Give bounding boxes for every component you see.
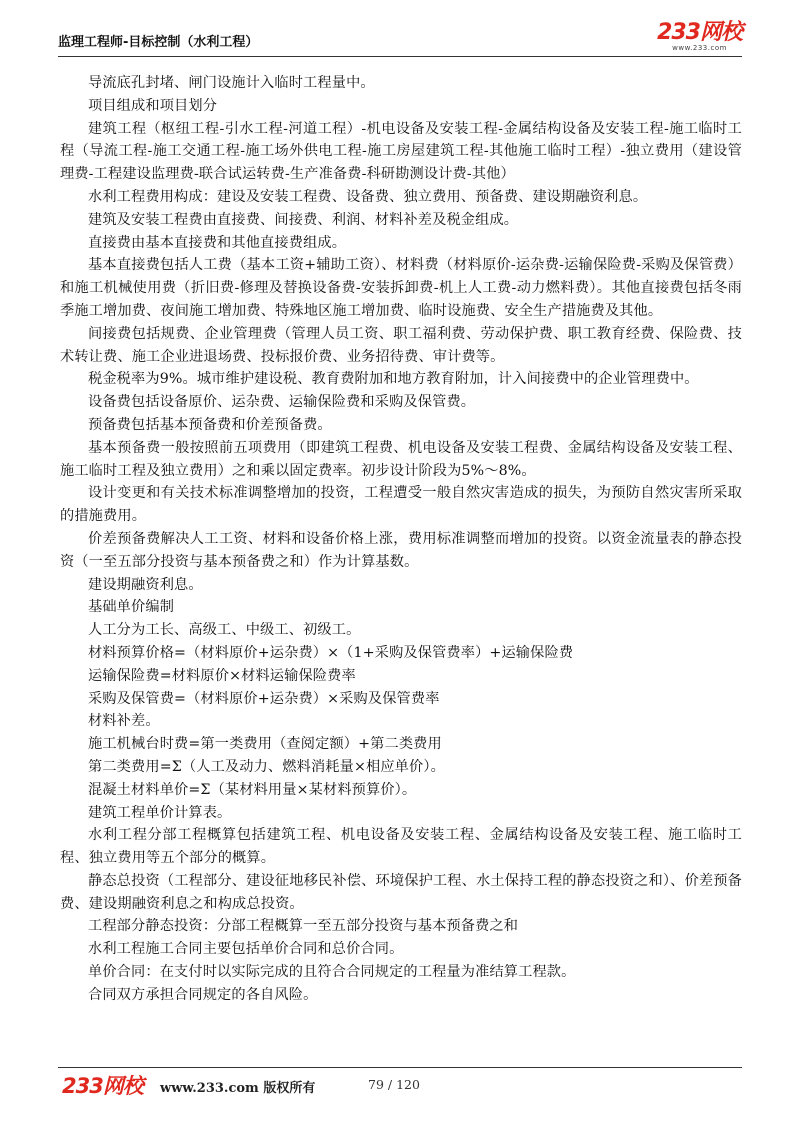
body-paragraph: 设备费包括设备原价、运杂费、运输保险费和采购及保管费。: [88, 394, 476, 411]
body-paragraph: 基本预备费一般按照前五项费用（即建筑工程费、机电设备及安装工程费、金属结构设备及安装工程、施工临时工程及独立费用）之和乘以固定费率。初步设计阶段为5%～8%。: [60, 439, 742, 479]
body-paragraph: 导流底孔封堵、闸门设施计入临时工程量中。: [88, 75, 375, 91]
body-paragraph: 施工机械台时费=第一类费用（查阅定额）+第二类费用: [88, 736, 442, 753]
brand-logo-text: 233网校: [657, 20, 742, 45]
body-paragraph: 税金税率为9%。城市维护建设税、教育费附加和地方教育附加，计入间接费中的企业管理费中。: [88, 371, 699, 388]
body-paragraph: 基础单价编制: [88, 599, 175, 616]
body-paragraph: 人工分为工长、高级工、中级工、初级工。: [88, 622, 361, 639]
body-paragraph: 合同双方承担合同规定的各自风险。: [88, 986, 318, 1003]
page-footer: [58, 1070, 742, 1100]
body-paragraph: 材料预算价格=（材料原价+运杂费）×（1+采购及保管费率）+运输保险费: [88, 644, 574, 661]
footer-copyright: www.233.com 版权所有: [160, 1081, 316, 1096]
body-paragraph: 单价合同：在支付时以实际完成的且符合合同规定的工程量为准结算工程款。: [88, 964, 576, 981]
page-header: [58, 22, 742, 54]
body-paragraph: 工程部分静态投资：分部工程概算一至五部分投资与基本预备费之和: [88, 918, 519, 935]
body-paragraph: 价差预备费解决人工工资、材料和设备价格上涨，费用标准调整而增加的投资。以资金流量表的静态投资（一至五部分投资与基本预备费之和）作为计算基数。: [60, 530, 742, 570]
body-paragraph: 基本直接费包括人工费（基本工资+辅助工资）、材料费（材料原价-运杂费-运输保险费-采购及保管费）和施工机械使用费（折旧费-修理及替换设备费-安装拆卸费-机上人工费-动力燃料费）。其他直接费包括冬雨季施工增加费、夜间施工增加费、特殊地区施工增加费、临时设施费、安全生产措施费及其他。: [60, 257, 742, 319]
page-number: 79 / 120: [368, 1077, 420, 1092]
body-paragraph: 建设期融资利息。: [88, 576, 203, 593]
body-paragraph: 运输保险费=材料原价×材料运输保险费率: [88, 667, 356, 684]
document-body: [60, 72, 742, 1007]
body-paragraph: 直接费由基本直接费和其他直接费组成。: [88, 234, 347, 251]
footer-logo: 233网校: [62, 1074, 143, 1098]
body-paragraph: 建筑工程（枢纽工程-引水工程-河道工程）-机电设备及安装工程-金属结构设备及安装工程-施工临时工程（导流工程-施工交通工程-施工场外供电工程-施工房屋建筑工程-其他施工临时工程）-独立费用（建设管理费-工程建设监理费-联合试运转费-生产准备费-科研勘测设计费-其他）: [60, 120, 742, 183]
body-paragraph: 静态总投资（工程部分、建设征地移民补偿、环境保护工程、水土保持工程的静态投资之和）、价差预备费、建设期融资利息之和构成总投资。: [60, 872, 742, 912]
document-title: 监理工程师-目标控制（水利工程）: [58, 35, 259, 50]
body-paragraph: 预备费包括基本预备费和价差预备费。: [88, 416, 332, 433]
body-paragraph: 第二类费用=Σ（人工及动力、燃料消耗量×相应单价）。: [88, 758, 445, 775]
body-paragraph: 间接费包括规费、企业管理费（管理人员工资、职工福利费、劳动保护费、职工教育经费、保险费、技术转让费、施工企业进退场费、投标报价费、业务招待费、审计费等。: [60, 325, 742, 365]
body-paragraph: 建筑及安装工程费由直接费、间接费、利润、材料补差及税金组成。: [88, 211, 519, 228]
body-paragraph: 水利工程分部工程概算包括建筑工程、机电设备及安装工程、金属结构设备及安装工程、施工临时工程、独立费用等五个部分的概算。: [60, 827, 742, 867]
body-paragraph: 项目组成和项目划分: [88, 97, 218, 114]
body-paragraph: 水利工程施工合同主要包括单价合同和总价合同。: [88, 941, 404, 958]
body-paragraph: 采购及保管费=（材料原价+运杂费）×采购及保管费率: [88, 690, 440, 707]
brand-logo: [657, 22, 742, 52]
header-divider: [58, 56, 742, 57]
footer-divider: [58, 1067, 742, 1068]
body-paragraph: 设计变更和有关技术标准调整增加的投资，工程遭受一般自然灾害造成的损失，为预防自然灾害所采取的措施费用。: [60, 485, 742, 525]
brand-logo-url: www.233.com: [672, 44, 727, 52]
body-paragraph: 混凝土材料单价=Σ（某材料用量×某材料预算价）。: [88, 781, 417, 798]
body-paragraph: 材料补差。: [88, 713, 160, 730]
body-paragraph: 水利工程费用构成：建设及安装工程费、设备费、独立费用、预备费、建设期融资利息。: [88, 188, 648, 205]
body-paragraph: 建筑工程单价计算表。: [88, 804, 232, 821]
